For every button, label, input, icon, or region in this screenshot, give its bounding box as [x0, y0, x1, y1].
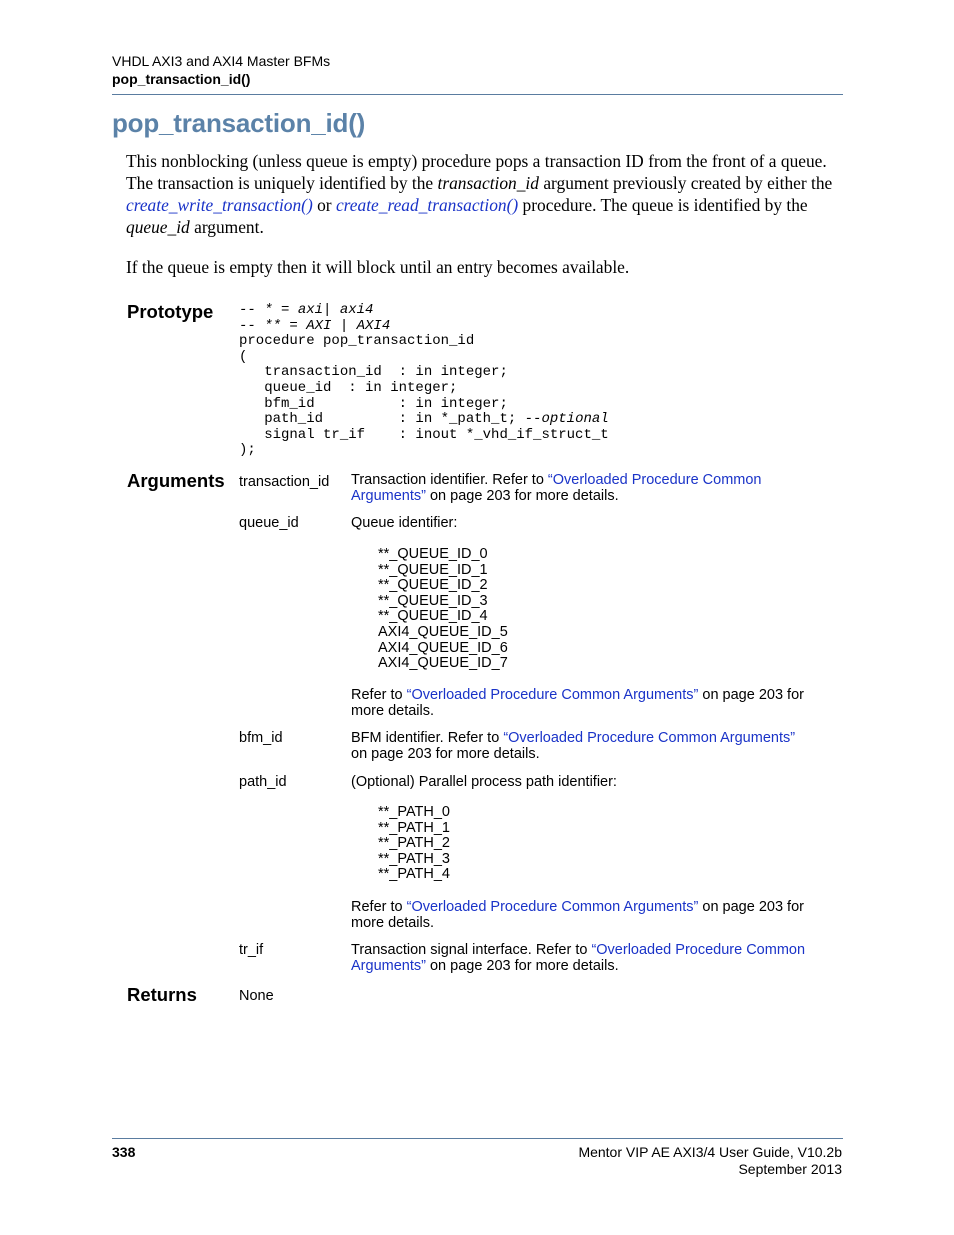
arg-desc-tr-if — [351, 942, 843, 974]
arg-desc-queue-id: Queue identifier: — [351, 515, 458, 531]
blocking-note: If the queue is empty then it will block until an entry becomes available. — [126, 257, 630, 277]
header-section-title: VHDL AXI3 and AXI4 Master BFMs — [112, 53, 331, 69]
returns-label: Returns — [127, 984, 197, 1005]
code-comment: --optional — [524, 411, 609, 428]
list-item: **_QUEUE_ID_3 — [378, 592, 488, 609]
arg-name-tr-if: tr_if — [239, 942, 264, 958]
list-item: **_PATH_3 — [378, 850, 450, 867]
prototype-code — [239, 303, 609, 459]
list-item: AXI4_QUEUE_ID_5 — [378, 623, 508, 640]
arg-desc-transaction-id — [351, 472, 843, 504]
intro-text: argument previously created by either the — [538, 173, 833, 193]
queue-id-values — [378, 547, 508, 672]
running-header — [112, 52, 330, 88]
code-line: ); — [239, 442, 256, 459]
page-number: 338 — [112, 1144, 136, 1160]
code-line: path_id : in *_path_t; — [239, 411, 525, 428]
intro-text: This nonblocking (unless queue is empty) procedure pops a transaction ID from the front of a queue. The transaction is uniquely identified by the — [126, 151, 827, 193]
arg-name-bfm-id: bfm_id — [239, 730, 283, 746]
arg-desc-text: on page 203 for more details. — [425, 958, 619, 974]
list-item: **_PATH_2 — [378, 835, 450, 852]
intro-arg-queue-id: queue_id — [126, 217, 190, 237]
overloaded-args-link[interactable]: “Overloaded Procedure Common Arguments” — [503, 730, 796, 746]
arg-name-queue-id: queue_id — [239, 515, 299, 531]
code-line: transaction_id : in integer; — [239, 364, 508, 381]
list-item: **_PATH_1 — [378, 819, 450, 836]
arg-desc-text: more details. — [351, 703, 435, 719]
arg-desc-text: Refer to — [351, 899, 407, 915]
code-line: procedure pop_transaction_id — [239, 333, 475, 350]
code-comment: -- — [239, 317, 265, 334]
arg-desc-bfm-id — [351, 730, 843, 762]
arg-desc-text: more details. — [351, 915, 435, 931]
arg-desc-text: BFM identifier. Refer to — [351, 730, 504, 746]
code-comment: ** = AXI | AXI4 — [264, 317, 391, 334]
code-line: bfm_id : in integer; — [239, 395, 508, 412]
list-item: **_QUEUE_ID_0 — [378, 546, 488, 562]
overloaded-args-link[interactable]: “Overloaded Procedure Common Arguments” — [406, 687, 699, 703]
code-comment: * = axi| axi4 — [264, 302, 374, 318]
code-comment: -- — [239, 302, 265, 318]
code-line: signal tr_if : inout *_vhd_if_struct_t — [239, 426, 609, 443]
footer-rule — [112, 1138, 843, 1139]
arg-desc-text: on page 203 for more details. — [425, 488, 619, 504]
footer-guide-title: Mentor VIP AE AXI3/4 User Guide, V10.2b — [578, 1144, 842, 1160]
arg-desc-text: on page 203 for — [698, 899, 804, 915]
arg-refer-queue-id — [351, 687, 843, 719]
overloaded-args-link[interactable]: Arguments” — [351, 958, 426, 974]
intro-paragraph — [126, 150, 842, 238]
arg-desc-text: on page 203 for — [698, 687, 804, 703]
path-id-values — [378, 805, 450, 883]
prototype-label: Prototype — [127, 301, 214, 322]
overloaded-args-link[interactable]: “Overloaded Procedure Common — [591, 942, 806, 958]
footer-guide-info — [578, 1144, 842, 1178]
arguments-label: Arguments — [127, 470, 225, 491]
list-item: AXI4_QUEUE_ID_7 — [378, 655, 508, 672]
create-write-transaction-link[interactable]: create_write_transaction() — [126, 195, 313, 215]
arg-desc-text: Refer to — [351, 687, 407, 703]
arg-desc-text: Transaction signal interface. Refer to — [351, 942, 592, 958]
arg-desc-text: on page 203 for more details. — [351, 746, 540, 762]
arg-desc-text: Transaction identifier. Refer to — [351, 472, 548, 488]
list-item: AXI4_QUEUE_ID_6 — [378, 639, 508, 656]
header-topic: pop_transaction_id() — [112, 71, 251, 87]
overloaded-args-link[interactable]: “Overloaded Procedure Common — [547, 472, 762, 488]
page-title: pop_transaction_id() — [112, 108, 366, 138]
list-item: **_QUEUE_ID_1 — [378, 561, 488, 578]
create-read-transaction-link[interactable]: create_read_transaction() — [335, 195, 519, 215]
header-rule — [112, 94, 843, 95]
list-item: **_PATH_4 — [378, 866, 450, 883]
arg-refer-path-id — [351, 899, 843, 931]
intro-text: or — [312, 195, 336, 215]
returns-value: None — [239, 988, 274, 1004]
list-item: **_QUEUE_ID_4 — [378, 608, 488, 625]
intro-text: procedure. The queue is identified by the — [518, 195, 808, 215]
code-line: ( — [239, 348, 248, 365]
code-line: queue_id : in integer; — [239, 379, 458, 396]
intro-arg-transaction-id: transaction_id — [437, 173, 539, 193]
list-item: **_QUEUE_ID_2 — [378, 577, 488, 594]
intro-text: argument. — [189, 217, 264, 237]
overloaded-args-link[interactable]: “Overloaded Procedure Common Arguments” — [406, 899, 699, 915]
overloaded-args-link[interactable]: Arguments” — [351, 488, 426, 504]
footer-date: September 2013 — [738, 1161, 842, 1177]
arg-name-transaction-id: transaction_id — [239, 474, 330, 490]
arg-desc-path-id: (Optional) Parallel process path identifier: — [351, 774, 617, 790]
list-item: **_PATH_0 — [378, 804, 450, 820]
arg-name-path-id: path_id — [239, 774, 287, 790]
